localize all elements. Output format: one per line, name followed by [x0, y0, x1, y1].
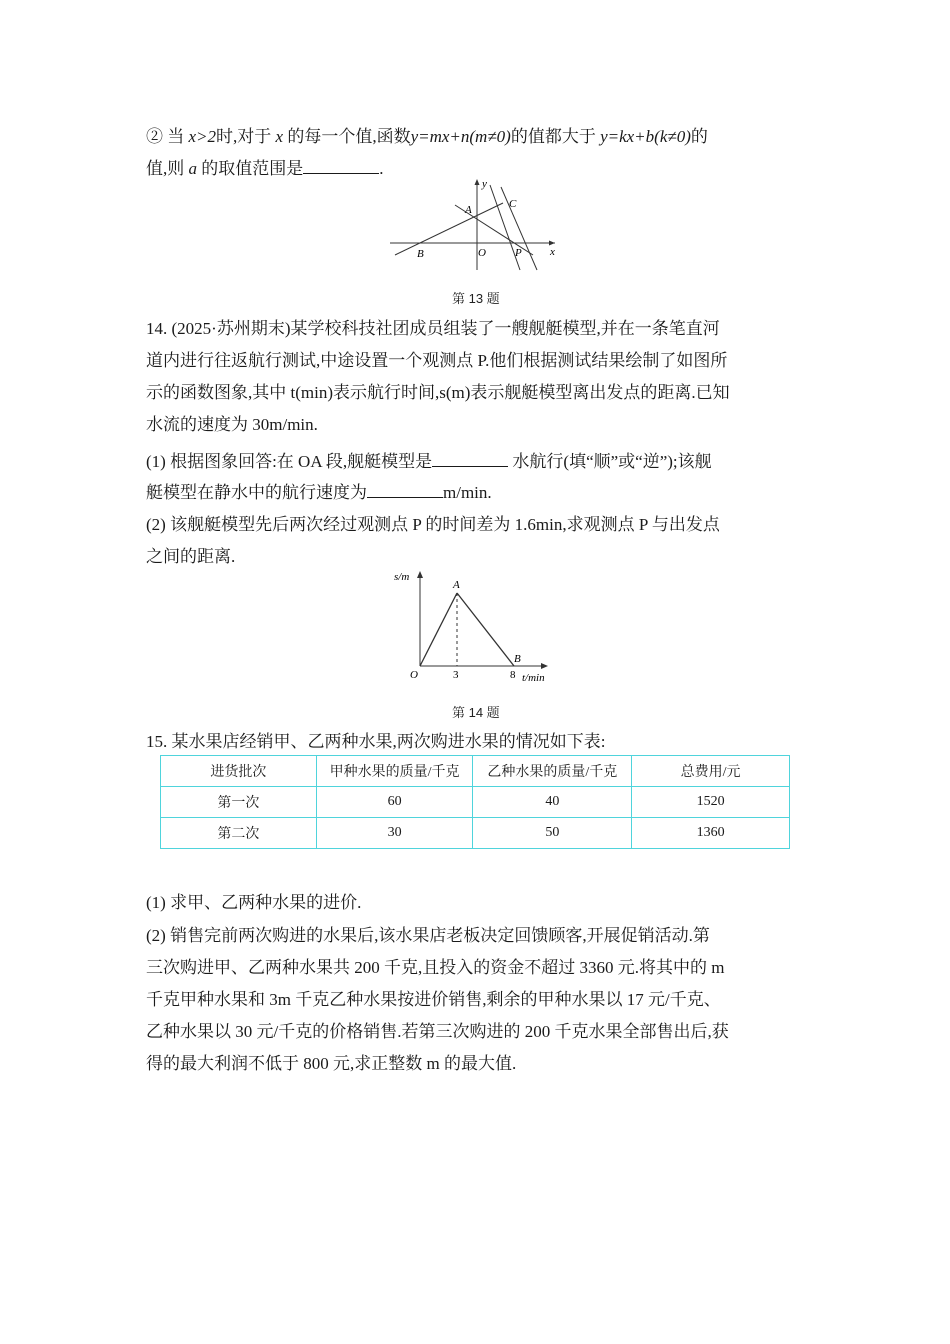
table-header-cell: 乙种水果的质量/千克 — [473, 756, 632, 787]
table-cell: 第一次 — [161, 787, 317, 818]
table-cell: 40 — [473, 787, 632, 818]
q14-part1-line-1 — [146, 450, 712, 473]
q13-x-var: x — [275, 127, 284, 146]
q15-part2-line-4: 乙种水果以 30 元/千克的价格销售.若第三次购进的 200 千克水果全部售出后,获 — [146, 1022, 729, 1041]
table-header-cell: 甲种水果的质量/千克 — [316, 756, 473, 787]
q14-part1-prefix: (1) 根据图象回答:在 OA 段,舰艇模型是 — [146, 452, 433, 471]
q13-line-BA — [395, 203, 503, 255]
q13-label-x: x — [550, 246, 555, 258]
q13-figure — [385, 175, 565, 275]
q14-part1-line2-suffix: m/min. — [443, 483, 492, 502]
q15-intro: 15. 某水果店经销甲、乙两种水果,两次购进水果的情况如下表: — [146, 732, 606, 751]
q15-part2-line-2: 三次购进甲、乙两种水果共 200 千克,且投入的资金不超过 3360 元.将其中的 m — [146, 958, 725, 977]
q14-line-4: 水流的速度为 30m/min. — [146, 415, 318, 434]
q14-segment-OA — [420, 593, 457, 666]
q15-part2-line-1: (2) 销售完前两次购进的水果后,该水果店老板决定回馈顾客,开展促销活动.第 — [146, 926, 710, 945]
q14-part1-suffix: 水航行(填“顺”或“逆”);该舰 — [508, 452, 712, 471]
table-row — [161, 787, 790, 818]
q14-figure — [390, 568, 570, 688]
q14-label-t: t/min — [522, 672, 545, 684]
table-row — [161, 818, 790, 849]
q13-x-arrow — [549, 241, 555, 246]
q14-tick-3: 3 — [453, 669, 459, 681]
q14-t-arrow — [541, 663, 548, 669]
q13-a-var: a — [188, 159, 197, 178]
q13-func2: y=kx+b(k≠0) — [600, 127, 691, 146]
q13-caption: 第 13 题 — [452, 291, 500, 306]
q14-label-s: s/m — [394, 571, 410, 583]
q13-condition: x>2 — [188, 127, 217, 146]
q14-part2-line-2: 之间的距离. — [146, 547, 236, 566]
table-cell: 60 — [316, 787, 473, 818]
q13-label-O: O — [478, 247, 486, 259]
q13-label-C: C — [509, 198, 517, 210]
q13-label-y: y — [482, 178, 487, 190]
q14-speed-blank[interactable] — [367, 481, 443, 498]
q13-line2-end: . — [379, 159, 384, 178]
q14-line-1: 14. (2025·苏州期末)某学校科技社团成员组装了一艘舰艇模型,并在一条笔直河 — [146, 319, 720, 338]
q13-line1-mid1: 时,对于 — [216, 127, 272, 146]
q13-func1: y=mx+n(m≠0) — [410, 127, 511, 146]
q13-line2-suffix: 的取值范围是 — [201, 159, 304, 178]
table-header-cell: 进货批次 — [161, 756, 317, 787]
table-header-row — [161, 756, 790, 787]
q14-line-2: 道内进行往返航行测试,中途设置一个观测点 P.他们根据测试结果绘制了如图所 — [146, 351, 728, 370]
q13-line-2 — [146, 157, 384, 180]
q13-line1-mid2: 的每一个值,函数 — [287, 127, 411, 146]
q14-segment-AB — [457, 593, 514, 666]
q14-part1-line-2 — [146, 481, 492, 504]
q13-answer-blank[interactable] — [303, 157, 379, 174]
q13-line1-suffix: 的 — [690, 127, 708, 146]
q15-part2-line-3: 千克甲种水果和 3m 千克乙种水果按进价销售,剩余的甲种水果以 17 元/千克、 — [146, 990, 721, 1009]
q14-part2-line-1: (2) 该舰艇模型先后两次经过观测点 P 的时间差为 1.6min,求观测点 P 与出发点 — [146, 515, 720, 534]
q14-label-O: O — [410, 669, 418, 681]
q14-line-3: 示的函数图象,其中 t(min)表示航行时间,s(m)表示舰艇模型离出发点的距离.已知 — [146, 383, 730, 402]
q14-label-B: B — [514, 653, 521, 665]
q13-label-A: A — [465, 204, 472, 216]
q14-caption: 第 14 题 — [452, 705, 500, 720]
q14-label-A: A — [453, 579, 460, 591]
table-cell: 1520 — [632, 787, 790, 818]
q13-line1-mid3: 的值都大于 — [510, 127, 596, 146]
q14-part1-line2-prefix: 艇模型在静水中的航行速度为 — [146, 483, 367, 502]
q13-y-arrow — [475, 179, 480, 185]
table-cell: 30 — [316, 818, 473, 849]
q15-part1: (1) 求甲、乙两种水果的进价. — [146, 893, 362, 912]
table-cell: 50 — [473, 818, 632, 849]
q13-line2-prefix: 值,则 — [146, 159, 185, 178]
q15-part2-line-5: 得的最大利润不低于 800 元,求正整数 m 的最大值. — [146, 1054, 517, 1073]
q14-direction-blank[interactable] — [432, 450, 508, 467]
q14-s-arrow — [417, 571, 423, 578]
table-header-cell: 总费用/元 — [632, 756, 790, 787]
table-cell: 第二次 — [161, 818, 317, 849]
q13-line1-prefix: ② 当 — [146, 127, 185, 146]
q13-line-1 — [146, 126, 708, 148]
table-cell: 1360 — [632, 818, 790, 849]
q13-label-P: P — [515, 247, 522, 259]
purchase-table — [160, 755, 790, 849]
q13-label-B: B — [417, 248, 424, 260]
q14-tick-8: 8 — [510, 669, 516, 681]
